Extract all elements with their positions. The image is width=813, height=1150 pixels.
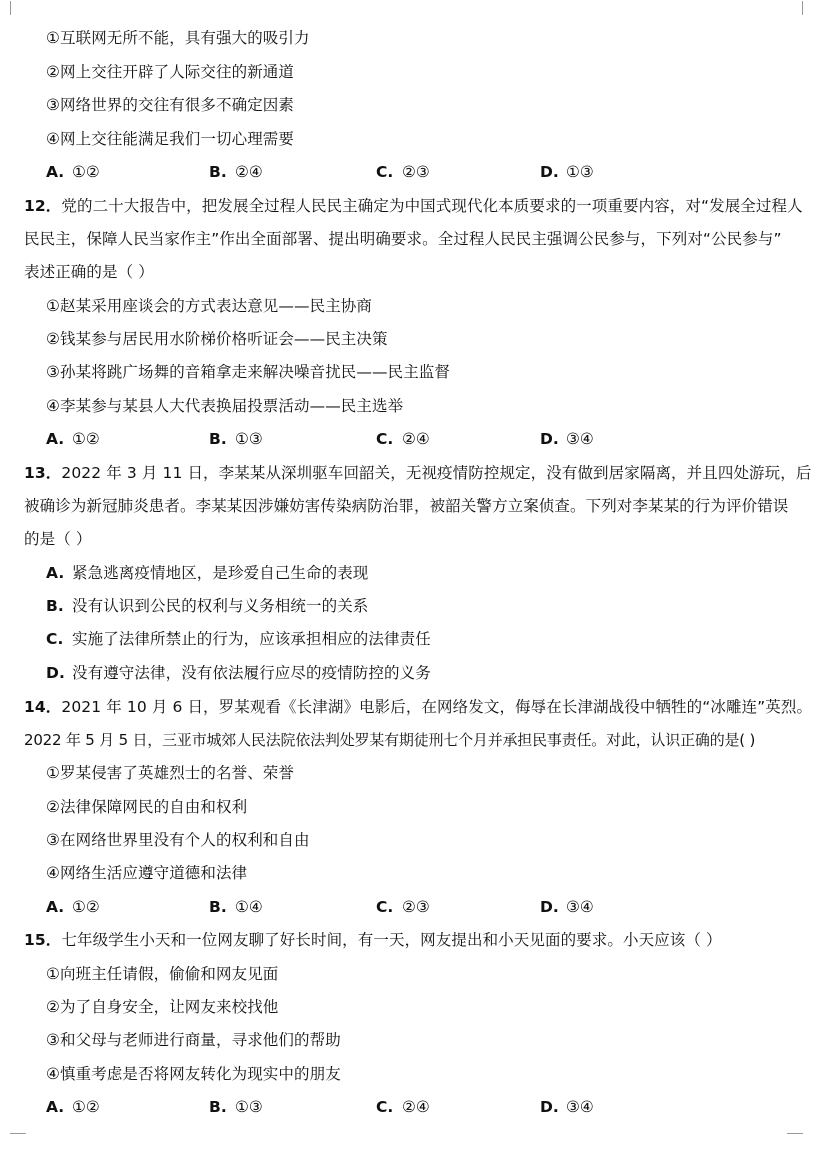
stem-text: 2022 年 3 月 11 日，李某某从深圳驱车回韶关，无视疫情防控规定，没有做到居家隔离，并且四处游玩，后 <box>61 464 812 482</box>
option-letter: C. <box>376 1098 394 1116</box>
question-stem <box>24 194 803 218</box>
option-letter: A. <box>46 564 65 582</box>
statement-item: ③孙某将跳广场舞的音箱拿走来解决噪音扰民——民主监督 <box>46 363 450 381</box>
question-stem <box>24 928 793 952</box>
statement-item: ④慎重考虑是否将网友转化为现实中的朋友 <box>46 1065 341 1083</box>
option-c <box>376 427 430 451</box>
question-number: 15． <box>24 931 62 949</box>
option-text: ①③ <box>566 163 594 181</box>
stem-text: 民民主，保障人民当家作主”作出全面部署、提出明确要求。全过程人民民主强调公民参与，下列对“公民参与” <box>24 230 782 248</box>
option-text: ②④ <box>235 163 263 181</box>
option-letter: C. <box>46 630 64 648</box>
statement-item: ①向班主任请假，偷偷和网友见面 <box>46 965 279 983</box>
option-letter: D. <box>540 898 559 916</box>
option-letter: B. <box>46 597 64 615</box>
question-stem <box>24 461 812 485</box>
option-b <box>209 895 263 919</box>
option-letter: D. <box>540 430 559 448</box>
question-stem <box>24 695 813 719</box>
option-text: 实施了法律所禁止的行为，应该承担相应的法律责任 <box>72 630 431 648</box>
statement-item: ③和父母与老师进行商量，寻求他们的帮助 <box>46 1031 341 1049</box>
question-number: 12． <box>24 197 62 215</box>
option-text: 没有遵守法律，没有依法履行应尽的疫情防控的义务 <box>72 664 431 682</box>
option-letter: B. <box>209 163 227 181</box>
choice-d <box>46 661 793 685</box>
answer-options <box>46 160 786 184</box>
choice-a <box>46 561 793 585</box>
stem-text: 2022 年 5 月 5 日，三亚市城郊人民法院依法判处罗某有期徒刑七个月并承担民事责任。对此，认识正确的是( ) <box>24 731 756 749</box>
stem-text: 党的二十大报告中，把发展全过程人民民主确定为中国式现代化本质要求的一项重要内容，对“发展全过程人 <box>61 197 803 215</box>
statement-item: ③网络世界的交往有很多不确定因素 <box>46 96 294 114</box>
option-letter: A. <box>46 163 65 181</box>
option-text: ①④ <box>235 898 263 916</box>
option-letter: C. <box>376 163 394 181</box>
option-text: 没有认识到公民的权利与义务相统一的关系 <box>72 597 369 615</box>
option-letter: A. <box>46 898 65 916</box>
option-letter: D. <box>540 163 559 181</box>
option-letter: B. <box>209 898 227 916</box>
option-text: ③④ <box>566 898 594 916</box>
statement-item: ②钱某参与居民用水阶梯价格听证会——民主决策 <box>46 330 388 348</box>
option-a <box>46 1095 100 1119</box>
option-text: ②④ <box>402 430 430 448</box>
answer-options <box>46 1095 786 1119</box>
stem-text: 的是（ ） <box>24 530 92 548</box>
option-letter: B. <box>209 1098 227 1116</box>
option-c <box>376 160 430 184</box>
option-b <box>209 427 263 451</box>
option-c <box>376 895 430 919</box>
option-d <box>540 427 594 451</box>
answer-options <box>46 895 786 919</box>
question-number: 14． <box>24 698 62 716</box>
statement-item: ④李某参与某县人大代表换届投票活动——民主选举 <box>46 397 404 415</box>
option-text: ①③ <box>235 1098 263 1116</box>
choice-c <box>46 627 793 651</box>
crop-mark-bottom-left <box>10 1133 26 1148</box>
statement-item: ④网上交往能满足我们一切心理需要 <box>46 130 294 148</box>
statement-item: ③在网络世界里没有个人的权利和自由 <box>46 831 310 849</box>
option-letter: D. <box>46 664 65 682</box>
option-text: ③④ <box>566 430 594 448</box>
statement-item: ①互联网无所不能，具有强大的吸引力 <box>46 29 310 47</box>
option-d <box>540 1095 594 1119</box>
statement-item: ②为了自身安全，让网友来校找他 <box>46 998 279 1016</box>
statement-item: ①罗某侵害了英雄烈士的名誉、荣誉 <box>46 764 294 782</box>
option-letter: A. <box>46 1098 65 1116</box>
option-letter: D. <box>540 1098 559 1116</box>
option-b <box>209 160 263 184</box>
option-d <box>540 895 594 919</box>
stem-text: 七年级学生小天和一位网友聊了好长时间，有一天，网友提出和小天见面的要求。小天应该（ ） <box>61 931 722 949</box>
option-a <box>46 895 100 919</box>
question-number: 13． <box>24 464 62 482</box>
option-d <box>540 160 594 184</box>
statement-item: ①赵某采用座谈会的方式表达意见——民主协商 <box>46 297 372 315</box>
option-text: ①② <box>72 430 100 448</box>
option-text: ①③ <box>235 430 263 448</box>
statement-item: ④网络生活应遵守道德和法律 <box>46 864 248 882</box>
option-letter: C. <box>376 430 394 448</box>
crop-mark-top-right <box>788 1 803 15</box>
option-text: ②④ <box>402 1098 430 1116</box>
option-text: ①② <box>72 1098 100 1116</box>
crop-mark-top-left <box>10 1 25 15</box>
option-letter: C. <box>376 898 394 916</box>
option-letter: A. <box>46 430 65 448</box>
option-letter: B. <box>209 430 227 448</box>
option-b <box>209 1095 263 1119</box>
option-text: ②③ <box>402 898 430 916</box>
option-a <box>46 160 100 184</box>
option-text: ③④ <box>566 1098 594 1116</box>
answer-options <box>46 427 786 451</box>
statement-item: ②法律保障网民的自由和权利 <box>46 798 248 816</box>
option-c <box>376 1095 430 1119</box>
option-text: 紧急逃离疫情地区，是珍爱自己生命的表现 <box>72 564 369 582</box>
choice-b <box>46 594 793 618</box>
option-text: ②③ <box>402 163 430 181</box>
option-text: ①② <box>72 898 100 916</box>
crop-mark-bottom-right <box>787 1133 803 1148</box>
option-text: ①② <box>72 163 100 181</box>
stem-text: 表述正确的是（ ） <box>24 263 154 281</box>
stem-text: 被确诊为新冠肺炎患者。李某某因涉嫌妨害传染病防治罪，被韶关警方立案侦查。下列对李某某的行为评价错误 <box>24 497 789 515</box>
stem-text: 2021 年 10 月 6 日，罗某观看《长津湖》电影后，在网络发文，侮辱在长津湖战役中牺牲的“冰雕连”英烈。 <box>61 698 813 716</box>
statement-item: ②网上交往开辟了人际交往的新通道 <box>46 63 294 81</box>
option-a <box>46 427 100 451</box>
